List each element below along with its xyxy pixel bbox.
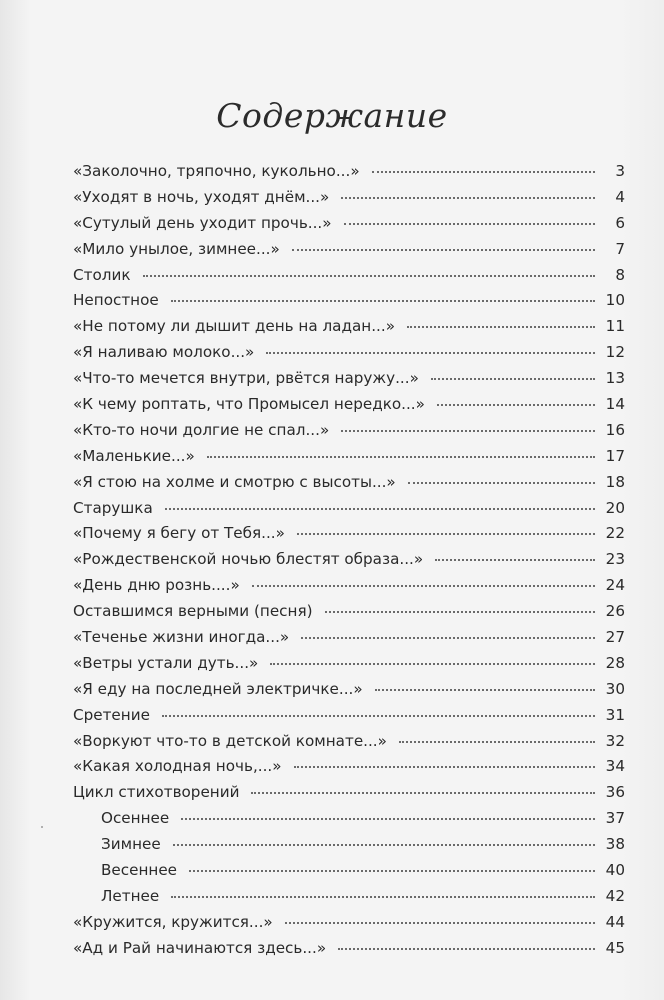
toc-page-number: 14 [605, 395, 625, 414]
toc-entry [73, 913, 625, 939]
dot-leader [407, 326, 595, 328]
dot-leader [399, 741, 595, 743]
toc-entry [73, 317, 625, 343]
toc-page-number: 10 [605, 291, 625, 310]
toc-page-number: 8 [615, 265, 625, 284]
toc-entry-title: «Не потому ли дышит день на ладан...» [73, 317, 396, 336]
toc-entry [73, 343, 625, 369]
toc-entry-title: Оставшимся верными (песня) [73, 602, 313, 621]
toc-entry-title: «Сутулый день уходит прочь...» [73, 213, 332, 232]
toc-entry [73, 162, 625, 188]
toc-entry-title: «Почему я бегу от Тебя...» [73, 524, 285, 543]
dot-leader [437, 404, 595, 406]
toc-page-number: 42 [605, 886, 625, 905]
toc-entry-title: «Мило унылое, зимнее...» [73, 239, 280, 258]
dot-leader [270, 663, 595, 665]
toc-entry-title: Сретение [73, 705, 150, 724]
toc-page-number: 26 [605, 602, 625, 621]
toc-entry-title: «Какая холодная ночь,...» [73, 757, 282, 776]
dot-leader [292, 249, 595, 251]
toc-subentry [73, 887, 625, 913]
toc-page-number: 16 [605, 420, 625, 439]
toc-entry [73, 266, 625, 292]
toc-page-number: 31 [605, 705, 625, 724]
dot-leader [301, 637, 595, 639]
toc-entry-title: «К чему роптать, что Промысел нередко...» [73, 395, 425, 414]
toc-entry-title: «Заколочно, тряпочно, кукольно...» [73, 162, 360, 180]
toc-entry [73, 602, 625, 628]
toc-page-number: 34 [605, 757, 625, 776]
toc-page-number: 4 [615, 187, 625, 206]
toc-entry-title: Непостное [73, 291, 159, 310]
dot-leader [171, 896, 595, 898]
dot-leader [294, 766, 595, 768]
toc-page-number: 22 [605, 524, 625, 543]
toc-page-number: 17 [605, 446, 625, 465]
dot-leader [252, 585, 595, 587]
dot-leader [189, 870, 595, 872]
dot-leader [251, 792, 595, 794]
toc-entry [73, 757, 625, 783]
toc-entry-title: Старушка [73, 498, 153, 517]
toc-entry-title: «Ад и Рай начинаются здесь...» [73, 938, 327, 957]
toc-page-number: 32 [605, 731, 625, 750]
toc-entry [73, 939, 625, 965]
toc-entry [73, 188, 625, 214]
toc-entry-title: «Что-то мечется внутри, рвётся наружу...» [73, 369, 419, 388]
toc-entry-title: «Кто-то ночи долгие не спал...» [73, 420, 330, 439]
dot-leader [285, 922, 595, 924]
dot-leader [408, 482, 595, 484]
toc-entry [73, 654, 625, 680]
dot-leader [181, 818, 595, 820]
toc-entry [73, 524, 625, 550]
toc-page-number: 30 [605, 679, 625, 698]
toc-entry-title: «Я наливаю молоко...» [73, 343, 255, 362]
toc-page-number: 45 [605, 938, 625, 957]
toc-entry-title: «Рождественской ночью блестят образа...» [73, 550, 424, 569]
toc-entry [73, 706, 625, 732]
toc-entry-title: Столик [73, 265, 131, 284]
toc-page-number: 3 [615, 162, 625, 180]
toc-entry [73, 369, 625, 395]
toc-entry-title: Цикл стихотворений [73, 783, 240, 802]
dot-leader [338, 948, 595, 950]
toc-page-number: 36 [605, 783, 625, 802]
toc-entry-title: «Ветры устали дуть...» [73, 653, 259, 672]
toc-entry [73, 473, 625, 499]
toc-page-number: 38 [605, 835, 625, 854]
table-of-contents [73, 162, 625, 965]
toc-entry [73, 291, 625, 317]
toc-entry-title: «Я стою на холме и смотрю с высоты...» [73, 472, 396, 491]
toc-entry [73, 783, 625, 809]
toc-subentry [73, 861, 625, 887]
page-speck [41, 826, 43, 828]
toc-entry [73, 576, 625, 602]
toc-entry [73, 240, 625, 266]
toc-page-number: 20 [605, 498, 625, 517]
toc-page-number: 11 [605, 317, 625, 336]
dot-leader [435, 559, 595, 561]
toc-entry-title: Зимнее [101, 835, 161, 854]
page-title: Содержание [216, 96, 448, 135]
toc-page-number: 18 [605, 472, 625, 491]
toc-page-number: 40 [605, 861, 625, 880]
dot-leader [341, 197, 595, 199]
toc-entry [73, 732, 625, 758]
dot-leader [171, 300, 595, 302]
dot-leader [266, 352, 595, 354]
dot-leader [431, 378, 595, 380]
toc-entry [73, 550, 625, 576]
toc-entry [73, 395, 625, 421]
toc-entry-title: «Кружится, кружится...» [73, 912, 273, 931]
dot-leader [375, 689, 595, 691]
dot-leader [162, 715, 595, 717]
dot-leader [344, 223, 595, 225]
toc-entry [73, 214, 625, 240]
toc-page-number: 37 [605, 809, 625, 828]
toc-page-number: 6 [615, 213, 625, 232]
toc-subentry [73, 835, 625, 861]
toc-entry-title: «Уходят в ночь, уходят днём...» [73, 187, 330, 206]
toc-page-number: 12 [605, 343, 625, 362]
toc-entry [73, 447, 625, 473]
toc-entry-title: «Теченье жизни иногда...» [73, 628, 290, 647]
toc-entry-title: «Маленькие...» [73, 446, 195, 465]
toc-page-number: 13 [605, 369, 625, 388]
toc-entry-title: «День дню рознь....» [73, 576, 240, 595]
toc-entry-title: «Я еду на последней электричке...» [73, 679, 363, 698]
toc-subentry [73, 809, 625, 835]
toc-page-number: 44 [605, 912, 625, 931]
dot-leader [143, 275, 596, 277]
dot-leader [297, 533, 595, 535]
dot-leader [207, 456, 595, 458]
toc-entry-title: «Воркуют что-то в детской комнате...» [73, 731, 387, 750]
dot-leader [173, 844, 595, 846]
dot-leader [341, 430, 595, 432]
toc-entry [73, 680, 625, 706]
dot-leader [325, 611, 596, 613]
toc-page-number: 23 [605, 550, 625, 569]
toc-entry [73, 628, 625, 654]
toc-page-number: 24 [605, 576, 625, 595]
toc-entry-title: Летнее [101, 886, 160, 905]
toc-entry [73, 421, 625, 447]
dot-leader [372, 171, 595, 173]
dot-leader [165, 508, 595, 510]
toc-page-number: 28 [605, 653, 625, 672]
toc-entry [73, 499, 625, 525]
toc-entry-title: Весеннее [101, 861, 178, 880]
toc-page-number: 27 [605, 628, 625, 647]
toc-entry-title: Осеннее [101, 809, 170, 828]
toc-page-number: 7 [615, 239, 625, 258]
